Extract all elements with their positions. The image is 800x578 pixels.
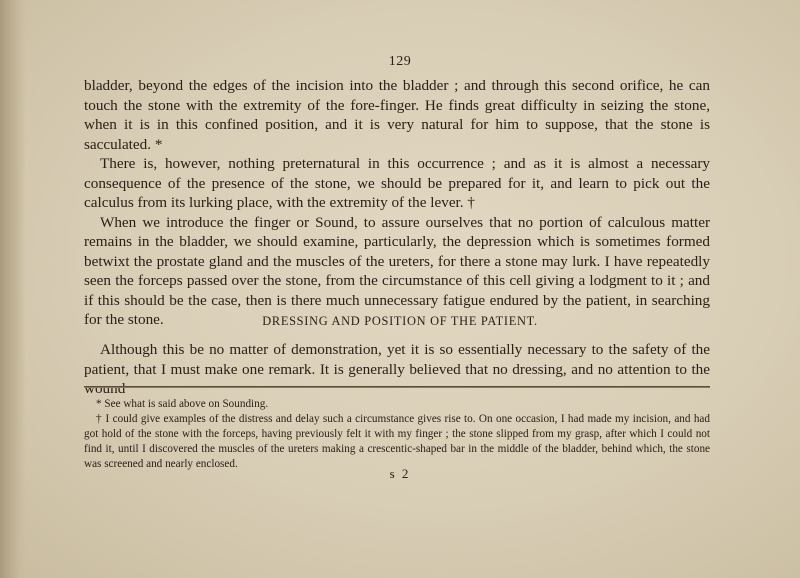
- page-edge-shadow: [0, 0, 26, 578]
- paragraph-4: Although this be no matter of demonstration, yet it is so essentially necessary to the safety of the patient, that I must make one remark. It is generally believed that no dressing, and no attention to the wound: [84, 341, 710, 397]
- paragraph-3: When we introduce the finger or Sound, to assure ourselves that no portion of calculous matter remains in the bladder, we should examine, particularly, the depression which is sometimes formed betwixt the prostate gland and the muscles of the ureters, for there a stone may lurk. I have repeatedly seen the forceps passed over the stone, from the circumstance of this cell giving a lodgment to it ; and if this should be the case, then is there much unnecessary fatigue endured by the patient, in searching for the stone.: [84, 213, 710, 328]
- paragraph-2: There is, however, nothing preternatural in this occurrence ; and as it is almost a necessary consequence of the presence of the stone, we should be prepared for it, and learn to pick out the calculus from its lurking place, with the extremity of the lever. †: [84, 155, 710, 211]
- main-text: [84, 76, 710, 330]
- footnote-1: * See what is said above on Sounding.: [96, 398, 269, 410]
- section-text: [84, 340, 710, 399]
- footnotes: [84, 397, 710, 472]
- page-number: 129: [388, 54, 412, 69]
- paragraph-1: bladder, beyond the edges of the incision into the bladder ; and through this second orifice, he can touch the stone with the extremity of the fore-finger. He finds great difficulty in seizing the stone, when it is in this confined position, and it is very natural for him to suppose, that the stone is sacculated. *: [84, 77, 710, 153]
- footnote-divider: [84, 386, 710, 388]
- section-heading: DRESSING AND POSITION OF THE PATIENT.: [262, 314, 538, 328]
- footnote-2: † I could give examples of the distress and delay such a circumstance gives rise to. On one occasion, I had made my incision, and had got hold of the stone with the forceps, having previously felt it with my finger ; the stone slipped from my grasp, after which I could not find it, until I discovered the muscles of the ureters making a crescentic-shaped bar in the middle of the bladder, behind which, the stone was screened and nearly enclosed.: [84, 413, 710, 470]
- signature-mark: s 2: [389, 466, 411, 481]
